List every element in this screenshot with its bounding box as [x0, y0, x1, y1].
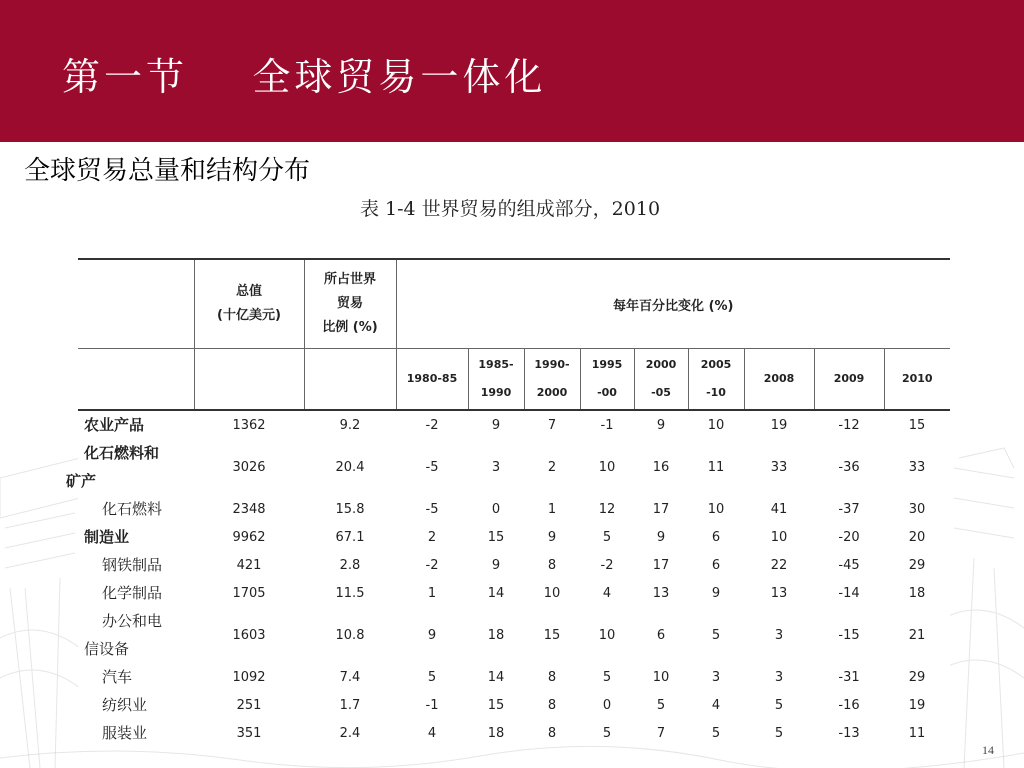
pct-change-cell: 1	[547, 501, 557, 517]
table-row	[78, 495, 950, 523]
page-number: 14	[982, 743, 994, 757]
trade-composition-table	[66, 258, 950, 747]
pct-change-cell: 10	[543, 585, 561, 601]
pct-change-cell: 10	[652, 669, 670, 685]
pct-change-cell: 9	[427, 627, 437, 643]
pct-change-cell: 5	[774, 725, 784, 741]
pct-change-cell: 41	[770, 501, 788, 517]
pct-change-cell: 21	[908, 627, 926, 643]
row-label-line1: 化石燃料	[102, 500, 163, 518]
pct-change-cell: 22	[770, 557, 788, 573]
pct-change-cell: -1	[425, 697, 439, 713]
pct-change-cell: 29	[908, 557, 926, 573]
total-value-cell: 1603	[232, 627, 266, 643]
pct-change-cell: 19	[908, 697, 926, 713]
pct-change-cell: 10	[707, 501, 725, 517]
pct-change-cell: -2	[600, 557, 614, 573]
corner-cell-2	[78, 349, 194, 411]
pct-change-cell: -14	[838, 585, 860, 601]
pct-change-cell: -36	[838, 459, 860, 475]
period-header	[580, 349, 634, 411]
row-label	[78, 719, 194, 747]
row-label	[78, 607, 194, 663]
total-header-line1: 总值	[235, 284, 262, 299]
pct-change-cell: 5	[656, 697, 666, 713]
pct-change-cell: 9	[656, 417, 666, 433]
row-label	[78, 691, 194, 719]
row-label-line2: 矿产	[66, 472, 97, 490]
pct-change-cell: 3	[774, 669, 784, 685]
total-value-cell: 1705	[232, 585, 266, 601]
pct-change-cell: -5	[425, 501, 439, 517]
pct-change-cell: 4	[711, 697, 721, 713]
period-header-line1: 1995	[591, 358, 623, 371]
pct-change-cell: 30	[908, 501, 926, 517]
table-row	[78, 439, 950, 495]
period-header-line2: -10	[706, 386, 726, 399]
pct-change-cell: 6	[711, 557, 721, 573]
pct-change-cell: -31	[838, 669, 860, 685]
pct-change-cell: 9	[547, 529, 557, 545]
pct-change-cell: 9	[491, 417, 501, 433]
title-bar	[0, 0, 1024, 142]
table-row	[78, 719, 950, 747]
period-header-line2: 1990	[480, 386, 512, 399]
pct-change-cell: 9	[711, 585, 721, 601]
pct-change-cell: 33	[908, 459, 926, 475]
pct-change-cell: 5	[711, 725, 721, 741]
total-value-cell: 3026	[232, 459, 266, 475]
share-value-cell: 15.8	[335, 501, 365, 517]
period-header-line2: -00	[597, 386, 617, 399]
trade-table-container	[66, 258, 950, 746]
period-header	[814, 349, 884, 411]
pct-change-cell: 17	[652, 501, 670, 517]
row-label-line1: 农业产品	[84, 416, 145, 434]
period-header-line2: 2000	[536, 386, 568, 399]
share-value-cell: 67.1	[335, 529, 365, 545]
total-value-cell: 351	[236, 725, 262, 741]
pct-change-cell: 9	[656, 529, 666, 545]
pct-change-cell: 1	[427, 585, 437, 601]
period-header-line1: 2000	[645, 358, 677, 371]
pct-change-cell: 20	[908, 529, 926, 545]
pct-change-cell: 13	[652, 585, 670, 601]
pct-change-cell: 14	[487, 669, 505, 685]
table-caption: 表 1-4 世界贸易的组成部分，2010	[360, 198, 661, 220]
pct-change-cell: 0	[491, 501, 501, 517]
period-header	[396, 349, 468, 411]
pct-change-cell: -2	[425, 557, 439, 573]
pct-change-cell: 17	[652, 557, 670, 573]
pct-change-cell: 2	[547, 459, 557, 475]
row-label-line1: 服装业	[102, 724, 148, 742]
share-header	[304, 259, 396, 349]
slide-title: 第一节 全球贸易一体化	[62, 55, 547, 99]
pct-change-cell: 15	[543, 627, 561, 643]
pct-change-cell: 10	[770, 529, 788, 545]
table-row	[78, 523, 950, 551]
pct-change-cell: 10	[598, 627, 616, 643]
share-value-cell: 7.4	[339, 669, 361, 685]
table-header	[78, 259, 950, 410]
total-value-cell: 251	[236, 697, 262, 713]
period-header-line1: 2008	[763, 372, 795, 385]
share-value-cell: 20.4	[335, 459, 365, 475]
period-header-line1: 2005	[700, 358, 732, 371]
total-header-empty	[194, 349, 304, 411]
pct-change-cell: 5	[427, 669, 437, 685]
share-value-cell: 10.8	[335, 627, 365, 643]
total-value-cell: 421	[236, 557, 262, 573]
pct-change-cell: 0	[602, 697, 612, 713]
total-header	[194, 259, 304, 349]
corner-cell	[78, 259, 194, 349]
share-header-line2: 贸易	[336, 296, 363, 311]
pct-change-cell: 2	[427, 529, 437, 545]
pct-change-cell: 4	[427, 725, 437, 741]
pct-change-cell: 13	[770, 585, 788, 601]
pct-change-cell: 5	[711, 627, 721, 643]
pct-change-cell: -45	[838, 557, 860, 573]
pct-change-cell: -5	[425, 459, 439, 475]
pct-change-cell: 18	[487, 627, 505, 643]
pct-change-cell: 12	[598, 501, 616, 517]
period-header	[634, 349, 688, 411]
table-row	[78, 410, 950, 439]
share-header-empty	[304, 349, 396, 411]
pct-change-cell: -37	[838, 501, 860, 517]
row-label	[66, 439, 194, 495]
pct-change-header: 每年百分比变化 (%)	[396, 259, 950, 349]
row-label	[78, 410, 194, 439]
share-header-line1: 所占世界	[323, 272, 376, 287]
pct-change-cell: 8	[547, 669, 557, 685]
row-label	[78, 579, 194, 607]
pct-change-cell: 15	[487, 529, 505, 545]
pct-change-cell: 10	[707, 417, 725, 433]
pct-change-cell: 7	[547, 417, 557, 433]
share-value-cell: 2.8	[339, 557, 361, 573]
pct-change-cell: -2	[425, 417, 439, 433]
pct-change-cell: 5	[774, 697, 784, 713]
pct-change-cell: 11	[908, 725, 926, 741]
row-label-line2: 信设备	[84, 640, 130, 658]
pct-change-cell: 33	[770, 459, 788, 475]
pct-change-cell: -13	[838, 725, 860, 741]
pct-change-cell: 16	[652, 459, 670, 475]
period-header-line1: 1985-	[478, 358, 514, 371]
period-header-line1: 1980-85	[406, 372, 458, 385]
row-label-line1: 纺织业	[102, 696, 148, 714]
total-header-line2: (十亿美元)	[217, 308, 281, 323]
period-header	[884, 349, 950, 411]
period-header-line1: 2009	[833, 372, 865, 385]
row-label-line1: 化石燃料和	[84, 444, 160, 462]
row-label-line1: 办公和电	[102, 612, 163, 630]
pct-change-cell: 15	[487, 697, 505, 713]
pct-change-cell: -15	[838, 627, 860, 643]
period-header-line1: 2010	[901, 372, 933, 385]
period-header	[524, 349, 580, 411]
table-row	[78, 579, 950, 607]
row-label-line1: 制造业	[84, 528, 130, 546]
pct-change-cell: 8	[547, 697, 557, 713]
share-value-cell: 11.5	[335, 585, 365, 601]
pct-change-cell: 3	[711, 669, 721, 685]
total-value-cell: 9962	[232, 529, 266, 545]
pct-change-cell: -20	[838, 529, 860, 545]
pct-change-cell: 18	[908, 585, 926, 601]
row-label-line1: 钢铁制品	[102, 556, 163, 574]
period-header	[468, 349, 524, 411]
row-label-line1: 汽车	[102, 668, 133, 686]
pct-change-cell: 8	[547, 725, 557, 741]
table-row	[78, 691, 950, 719]
pct-change-cell: 4	[602, 585, 612, 601]
pct-change-cell: -16	[838, 697, 860, 713]
right-decoration	[944, 438, 1024, 768]
period-header	[688, 349, 744, 411]
pct-change-cell: 5	[602, 669, 612, 685]
share-value-cell: 9.2	[339, 417, 361, 433]
pct-change-cell: 10	[598, 459, 616, 475]
row-label	[78, 551, 194, 579]
table-row	[78, 607, 950, 663]
pct-change-cell: 14	[487, 585, 505, 601]
total-value-cell: 2348	[232, 501, 266, 517]
table-body	[66, 410, 950, 747]
share-header-line3: 比例 (%)	[322, 320, 378, 335]
total-value-cell: 1092	[232, 669, 266, 685]
table-row	[78, 663, 950, 691]
pct-change-cell: 11	[707, 459, 725, 475]
pct-change-cell: 29	[908, 669, 926, 685]
total-value-cell: 1362	[232, 417, 266, 433]
pct-change-cell: 3	[491, 459, 501, 475]
row-label	[78, 523, 194, 551]
pct-change-cell: 15	[908, 417, 926, 433]
row-label	[78, 663, 194, 691]
pct-change-cell: 5	[602, 725, 612, 741]
pct-change-cell: 6	[656, 627, 666, 643]
pct-change-cell: 8	[547, 557, 557, 573]
pct-change-cell: -1	[600, 417, 614, 433]
pct-change-cell: 5	[602, 529, 612, 545]
pct-change-cell: 19	[770, 417, 788, 433]
slide-subtitle: 全球贸易总量和结构分布	[24, 156, 311, 186]
period-header	[744, 349, 814, 411]
pct-change-cell: 9	[491, 557, 501, 573]
pct-change-cell: 7	[656, 725, 666, 741]
pct-change-cell: 6	[711, 529, 721, 545]
share-value-cell: 2.4	[339, 725, 361, 741]
row-label-line1: 化学制品	[102, 584, 163, 602]
period-header-line2: -05	[651, 386, 671, 399]
period-header-line1: 1990-	[534, 358, 570, 371]
share-value-cell: 1.7	[339, 697, 361, 713]
row-label	[78, 495, 194, 523]
pct-change-cell: 18	[487, 725, 505, 741]
pct-change-cell: 3	[774, 627, 784, 643]
pct-change-cell: -12	[838, 417, 860, 433]
table-row	[78, 551, 950, 579]
